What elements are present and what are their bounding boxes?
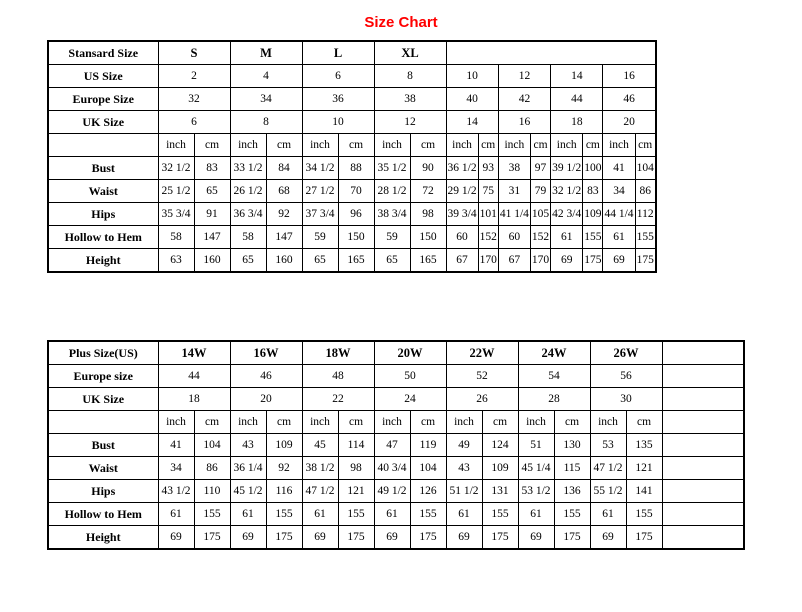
table-cell: 47 1/2 bbox=[302, 480, 338, 503]
table-header-label: Stansard Size bbox=[48, 41, 158, 65]
table-cell: 53 1/2 bbox=[518, 480, 554, 503]
table-cell: 152 bbox=[530, 226, 550, 249]
table-cell: 14 bbox=[446, 111, 498, 134]
table-cell: 121 bbox=[626, 457, 662, 480]
table-cell: 141 bbox=[626, 480, 662, 503]
table-cell: 170 bbox=[530, 249, 550, 273]
table-cell: 43 bbox=[446, 457, 482, 480]
table-cell: 43 bbox=[230, 434, 266, 457]
table-cell: 41 bbox=[158, 434, 194, 457]
table-cell: 90 bbox=[410, 157, 446, 180]
table-cell: 56 bbox=[590, 365, 662, 388]
table-cell: 63 bbox=[158, 249, 194, 273]
table-cell: 46 bbox=[603, 88, 656, 111]
table-cell: 152 bbox=[478, 226, 498, 249]
table-cell-empty bbox=[662, 411, 744, 434]
unit-cell: inch bbox=[518, 411, 554, 434]
table-cell: 22 bbox=[302, 388, 374, 411]
unit-cell: inch bbox=[551, 134, 583, 157]
table-cell: 155 bbox=[554, 503, 590, 526]
table-cell: 16 bbox=[603, 65, 656, 88]
table-cell: 130 bbox=[554, 434, 590, 457]
table-cell: 65 bbox=[374, 249, 410, 273]
table-cell: 24 bbox=[374, 388, 446, 411]
table-cell: 43 1/2 bbox=[158, 480, 194, 503]
table-cell: 97 bbox=[530, 157, 550, 180]
table-cell: 119 bbox=[410, 434, 446, 457]
size-group-header: L bbox=[302, 41, 374, 65]
page-title: Size Chart bbox=[364, 14, 438, 31]
table-cell: 175 bbox=[554, 526, 590, 550]
unit-cell: cm bbox=[530, 134, 550, 157]
unit-cell: inch bbox=[158, 134, 194, 157]
table-cell: 10 bbox=[446, 65, 498, 88]
table-cell: 61 bbox=[374, 503, 410, 526]
row-label: Hips bbox=[48, 203, 158, 226]
table-cell: 175 bbox=[583, 249, 603, 273]
table-cell: 175 bbox=[410, 526, 446, 550]
size-group-header: 18W bbox=[302, 341, 374, 365]
size-group-header: 20W bbox=[374, 341, 446, 365]
table-cell: 42 bbox=[498, 88, 550, 111]
table-cell: 14 bbox=[551, 65, 603, 88]
table-row bbox=[48, 180, 656, 203]
table-cell: 61 bbox=[158, 503, 194, 526]
unit-cell: cm bbox=[583, 134, 603, 157]
table-cell: 131 bbox=[482, 480, 518, 503]
unit-cell: cm bbox=[635, 134, 656, 157]
table-cell: 155 bbox=[194, 503, 230, 526]
table-cell: 92 bbox=[266, 457, 302, 480]
row-label: Height bbox=[48, 249, 158, 273]
table-row bbox=[48, 457, 744, 480]
table-cell: 31 bbox=[498, 180, 530, 203]
table-row bbox=[48, 249, 656, 273]
unit-cell: inch bbox=[446, 411, 482, 434]
table-cell: 40 3/4 bbox=[374, 457, 410, 480]
row-label: Europe size bbox=[48, 365, 158, 388]
table-cell: 45 1/2 bbox=[230, 480, 266, 503]
row-label: Waist bbox=[48, 180, 158, 203]
table-cell: 69 bbox=[230, 526, 266, 550]
unit-cell: inch bbox=[302, 411, 338, 434]
table-cell-empty bbox=[662, 503, 744, 526]
table-cell: 26 bbox=[446, 388, 518, 411]
table-cell: 165 bbox=[338, 249, 374, 273]
table-cell: 28 bbox=[518, 388, 590, 411]
table-row bbox=[48, 111, 656, 134]
table-cell: 18 bbox=[158, 388, 230, 411]
unit-cell: inch bbox=[230, 134, 266, 157]
table-cell: 69 bbox=[551, 249, 583, 273]
unit-cell: cm bbox=[626, 411, 662, 434]
table-cell: 27 1/2 bbox=[302, 180, 338, 203]
table-cell: 18 bbox=[551, 111, 603, 134]
row-label-empty bbox=[48, 134, 158, 157]
unit-cell: cm bbox=[410, 134, 446, 157]
standard-size-table-wrapper bbox=[47, 40, 657, 273]
table-cell: 92 bbox=[266, 203, 302, 226]
row-label: Bust bbox=[48, 434, 158, 457]
table-cell: 61 bbox=[518, 503, 554, 526]
table-cell: 36 1/4 bbox=[230, 457, 266, 480]
table-cell: 109 bbox=[482, 457, 518, 480]
table-cell: 44 1/4 bbox=[603, 203, 635, 226]
table-cell: 38 3/4 bbox=[374, 203, 410, 226]
table-cell: 48 bbox=[302, 365, 374, 388]
unit-cell: cm bbox=[266, 134, 302, 157]
table-row bbox=[48, 365, 744, 388]
table-cell: 61 bbox=[590, 503, 626, 526]
table-cell: 121 bbox=[338, 480, 374, 503]
table-row bbox=[48, 341, 744, 365]
table-cell: 155 bbox=[583, 226, 603, 249]
table-cell: 126 bbox=[410, 480, 446, 503]
unit-cell: inch bbox=[374, 134, 410, 157]
table-cell: 93 bbox=[478, 157, 498, 180]
table-cell: 30 bbox=[590, 388, 662, 411]
table-cell: 160 bbox=[266, 249, 302, 273]
table-cell: 20 bbox=[230, 388, 302, 411]
table-cell: 170 bbox=[478, 249, 498, 273]
table-cell: 175 bbox=[635, 249, 656, 273]
table-cell: 69 bbox=[158, 526, 194, 550]
row-label: Waist bbox=[48, 457, 158, 480]
table-cell: 34 bbox=[603, 180, 635, 203]
table-cell: 109 bbox=[266, 434, 302, 457]
table-cell: 79 bbox=[530, 180, 550, 203]
table-cell: 72 bbox=[410, 180, 446, 203]
table-cell: 91 bbox=[194, 203, 230, 226]
table-cell: 38 bbox=[498, 157, 530, 180]
table-cell: 155 bbox=[635, 226, 656, 249]
table-row bbox=[48, 526, 744, 550]
table-cell-empty bbox=[662, 526, 744, 550]
table-cell: 175 bbox=[626, 526, 662, 550]
table-cell: 6 bbox=[158, 111, 230, 134]
table-cell: 150 bbox=[338, 226, 374, 249]
table-cell: 35 3/4 bbox=[158, 203, 194, 226]
table-row bbox=[48, 411, 744, 434]
table-cell: 112 bbox=[635, 203, 656, 226]
table-cell: 37 3/4 bbox=[302, 203, 338, 226]
table-cell: 32 1/2 bbox=[551, 180, 583, 203]
table-cell-empty bbox=[662, 365, 744, 388]
table-cell: 165 bbox=[410, 249, 446, 273]
table-cell: 61 bbox=[551, 226, 583, 249]
unit-cell: cm bbox=[482, 411, 518, 434]
table-cell: 105 bbox=[530, 203, 550, 226]
table-row bbox=[48, 203, 656, 226]
table-cell: 175 bbox=[266, 526, 302, 550]
table-cell: 45 bbox=[302, 434, 338, 457]
row-label: Hips bbox=[48, 480, 158, 503]
table-cell: 68 bbox=[266, 180, 302, 203]
table-row bbox=[48, 88, 656, 111]
size-group-header: 26W bbox=[590, 341, 662, 365]
row-label: Europe Size bbox=[48, 88, 158, 111]
row-label: Bust bbox=[48, 157, 158, 180]
table-cell: 52 bbox=[446, 365, 518, 388]
unit-cell: inch bbox=[302, 134, 338, 157]
table-cell: 98 bbox=[410, 203, 446, 226]
table-cell: 88 bbox=[338, 157, 374, 180]
table-cell: 69 bbox=[302, 526, 338, 550]
unit-cell: inch bbox=[374, 411, 410, 434]
table-cell: 104 bbox=[635, 157, 656, 180]
table-cell: 155 bbox=[482, 503, 518, 526]
plus-size-table bbox=[47, 340, 745, 550]
table-cell: 175 bbox=[338, 526, 374, 550]
size-group-header: 16W bbox=[230, 341, 302, 365]
table-cell: 58 bbox=[230, 226, 266, 249]
table-cell: 12 bbox=[498, 65, 550, 88]
table-row bbox=[48, 503, 744, 526]
table-cell: 47 1/2 bbox=[590, 457, 626, 480]
table-cell-empty bbox=[662, 341, 744, 365]
table-cell: 41 1/4 bbox=[498, 203, 530, 226]
table-cell: 65 bbox=[194, 180, 230, 203]
table-cell: 20 bbox=[603, 111, 656, 134]
table-cell: 39 1/2 bbox=[551, 157, 583, 180]
table-cell: 147 bbox=[194, 226, 230, 249]
table-row bbox=[48, 157, 656, 180]
table-cell: 175 bbox=[482, 526, 518, 550]
table-cell: 8 bbox=[374, 65, 446, 88]
table-row bbox=[48, 41, 656, 65]
unit-cell: inch bbox=[446, 134, 478, 157]
table-cell: 36 bbox=[302, 88, 374, 111]
table-cell: 4 bbox=[230, 65, 302, 88]
table-cell: 60 bbox=[498, 226, 530, 249]
table-cell: 65 bbox=[302, 249, 338, 273]
table-cell: 47 bbox=[374, 434, 410, 457]
table-cell-empty bbox=[662, 434, 744, 457]
table-cell: 69 bbox=[590, 526, 626, 550]
table-cell-empty bbox=[662, 388, 744, 411]
table-cell: 6 bbox=[302, 65, 374, 88]
table-cell-empty bbox=[662, 480, 744, 503]
table-cell: 84 bbox=[266, 157, 302, 180]
table-cell: 44 bbox=[551, 88, 603, 111]
table-cell: 96 bbox=[338, 203, 374, 226]
size-group-header: XL bbox=[374, 41, 446, 65]
size-group-header: 14W bbox=[158, 341, 230, 365]
table-cell: 70 bbox=[338, 180, 374, 203]
table-cell: 109 bbox=[583, 203, 603, 226]
plus-size-table-wrapper bbox=[47, 340, 745, 550]
row-label: US Size bbox=[48, 65, 158, 88]
table-cell: 10 bbox=[302, 111, 374, 134]
unit-cell: cm bbox=[194, 411, 230, 434]
row-label: UK Size bbox=[48, 388, 158, 411]
table-row bbox=[48, 134, 656, 157]
unit-cell: cm bbox=[478, 134, 498, 157]
table-cell: 50 bbox=[374, 365, 446, 388]
row-label: UK Size bbox=[48, 111, 158, 134]
table-cell: 115 bbox=[554, 457, 590, 480]
table-cell: 34 1/2 bbox=[302, 157, 338, 180]
table-cell: 160 bbox=[194, 249, 230, 273]
table-row bbox=[48, 480, 744, 503]
unit-cell: inch bbox=[603, 134, 635, 157]
table-cell: 150 bbox=[410, 226, 446, 249]
table-cell: 69 bbox=[603, 249, 635, 273]
table-cell: 49 1/2 bbox=[374, 480, 410, 503]
table-cell: 61 bbox=[603, 226, 635, 249]
table-cell: 114 bbox=[338, 434, 374, 457]
table-cell: 36 3/4 bbox=[230, 203, 266, 226]
table-cell: 104 bbox=[194, 434, 230, 457]
row-label: Hollow to Hem bbox=[48, 503, 158, 526]
table-cell: 32 1/2 bbox=[158, 157, 194, 180]
unit-cell: inch bbox=[158, 411, 194, 434]
unit-cell: cm bbox=[338, 411, 374, 434]
row-label: Height bbox=[48, 526, 158, 550]
table-cell: 41 bbox=[603, 157, 635, 180]
unit-cell: cm bbox=[554, 411, 590, 434]
standard-size-table bbox=[47, 40, 657, 273]
table-row bbox=[48, 388, 744, 411]
table-cell: 34 bbox=[158, 457, 194, 480]
table-cell: 16 bbox=[498, 111, 550, 134]
table-cell: 86 bbox=[635, 180, 656, 203]
table-cell: 38 bbox=[374, 88, 446, 111]
table-cell: 39 3/4 bbox=[446, 203, 478, 226]
table-cell: 55 1/2 bbox=[590, 480, 626, 503]
table-cell-empty bbox=[662, 457, 744, 480]
unit-cell: inch bbox=[498, 134, 530, 157]
unit-cell: inch bbox=[230, 411, 266, 434]
size-group-header: 22W bbox=[446, 341, 518, 365]
table-header-label: Plus Size(US) bbox=[48, 341, 158, 365]
table-row bbox=[48, 65, 656, 88]
table-cell: 75 bbox=[478, 180, 498, 203]
row-label-empty bbox=[48, 411, 158, 434]
row-label: Hollow to Hem bbox=[48, 226, 158, 249]
table-cell: 67 bbox=[498, 249, 530, 273]
table-cell: 45 1/4 bbox=[518, 457, 554, 480]
table-cell: 136 bbox=[554, 480, 590, 503]
table-cell: 67 bbox=[446, 249, 478, 273]
table-cell: 40 bbox=[446, 88, 498, 111]
unit-cell: cm bbox=[194, 134, 230, 157]
table-cell: 29 1/2 bbox=[446, 180, 478, 203]
table-cell: 155 bbox=[266, 503, 302, 526]
table-cell: 61 bbox=[446, 503, 482, 526]
table-cell: 69 bbox=[518, 526, 554, 550]
table-cell: 83 bbox=[194, 157, 230, 180]
table-cell: 42 3/4 bbox=[551, 203, 583, 226]
unit-cell: cm bbox=[266, 411, 302, 434]
table-cell: 155 bbox=[626, 503, 662, 526]
table-cell: 32 bbox=[158, 88, 230, 111]
table-cell: 54 bbox=[518, 365, 590, 388]
table-cell: 65 bbox=[230, 249, 266, 273]
table-cell: 35 1/2 bbox=[374, 157, 410, 180]
table-cell: 59 bbox=[302, 226, 338, 249]
size-group-header: S bbox=[158, 41, 230, 65]
table-cell: 61 bbox=[302, 503, 338, 526]
table-cell: 135 bbox=[626, 434, 662, 457]
table-cell: 101 bbox=[478, 203, 498, 226]
table-cell: 36 1/2 bbox=[446, 157, 478, 180]
table-cell: 86 bbox=[194, 457, 230, 480]
unit-cell: inch bbox=[590, 411, 626, 434]
table-cell: 175 bbox=[194, 526, 230, 550]
table-cell: 25 1/2 bbox=[158, 180, 194, 203]
size-group-header: M bbox=[230, 41, 302, 65]
table-cell: 147 bbox=[266, 226, 302, 249]
table-cell: 110 bbox=[194, 480, 230, 503]
table-cell: 98 bbox=[338, 457, 374, 480]
table-cell: 12 bbox=[374, 111, 446, 134]
size-group-header: 24W bbox=[518, 341, 590, 365]
table-cell: 53 bbox=[590, 434, 626, 457]
table-cell: 124 bbox=[482, 434, 518, 457]
unit-cell: cm bbox=[338, 134, 374, 157]
table-cell: 58 bbox=[158, 226, 194, 249]
table-row bbox=[48, 434, 744, 457]
table-cell: 34 bbox=[230, 88, 302, 111]
unit-cell: cm bbox=[410, 411, 446, 434]
table-cell: 49 bbox=[446, 434, 482, 457]
table-cell: 104 bbox=[410, 457, 446, 480]
table-cell: 155 bbox=[410, 503, 446, 526]
table-cell: 69 bbox=[374, 526, 410, 550]
table-cell: 46 bbox=[230, 365, 302, 388]
table-cell: 60 bbox=[446, 226, 478, 249]
table-cell: 155 bbox=[338, 503, 374, 526]
table-row bbox=[48, 226, 656, 249]
table-cell: 26 1/2 bbox=[230, 180, 266, 203]
table-cell: 51 1/2 bbox=[446, 480, 482, 503]
table-cell: 51 bbox=[518, 434, 554, 457]
table-cell: 69 bbox=[446, 526, 482, 550]
table-cell: 8 bbox=[230, 111, 302, 134]
table-cell: 83 bbox=[583, 180, 603, 203]
table-cell: 33 1/2 bbox=[230, 157, 266, 180]
table-cell: 61 bbox=[230, 503, 266, 526]
table-cell: 28 1/2 bbox=[374, 180, 410, 203]
table-cell: 38 1/2 bbox=[302, 457, 338, 480]
table-cell: 59 bbox=[374, 226, 410, 249]
table-cell: 44 bbox=[158, 365, 230, 388]
table-cell: 116 bbox=[266, 480, 302, 503]
table-cell: 100 bbox=[583, 157, 603, 180]
table-cell: 2 bbox=[158, 65, 230, 88]
